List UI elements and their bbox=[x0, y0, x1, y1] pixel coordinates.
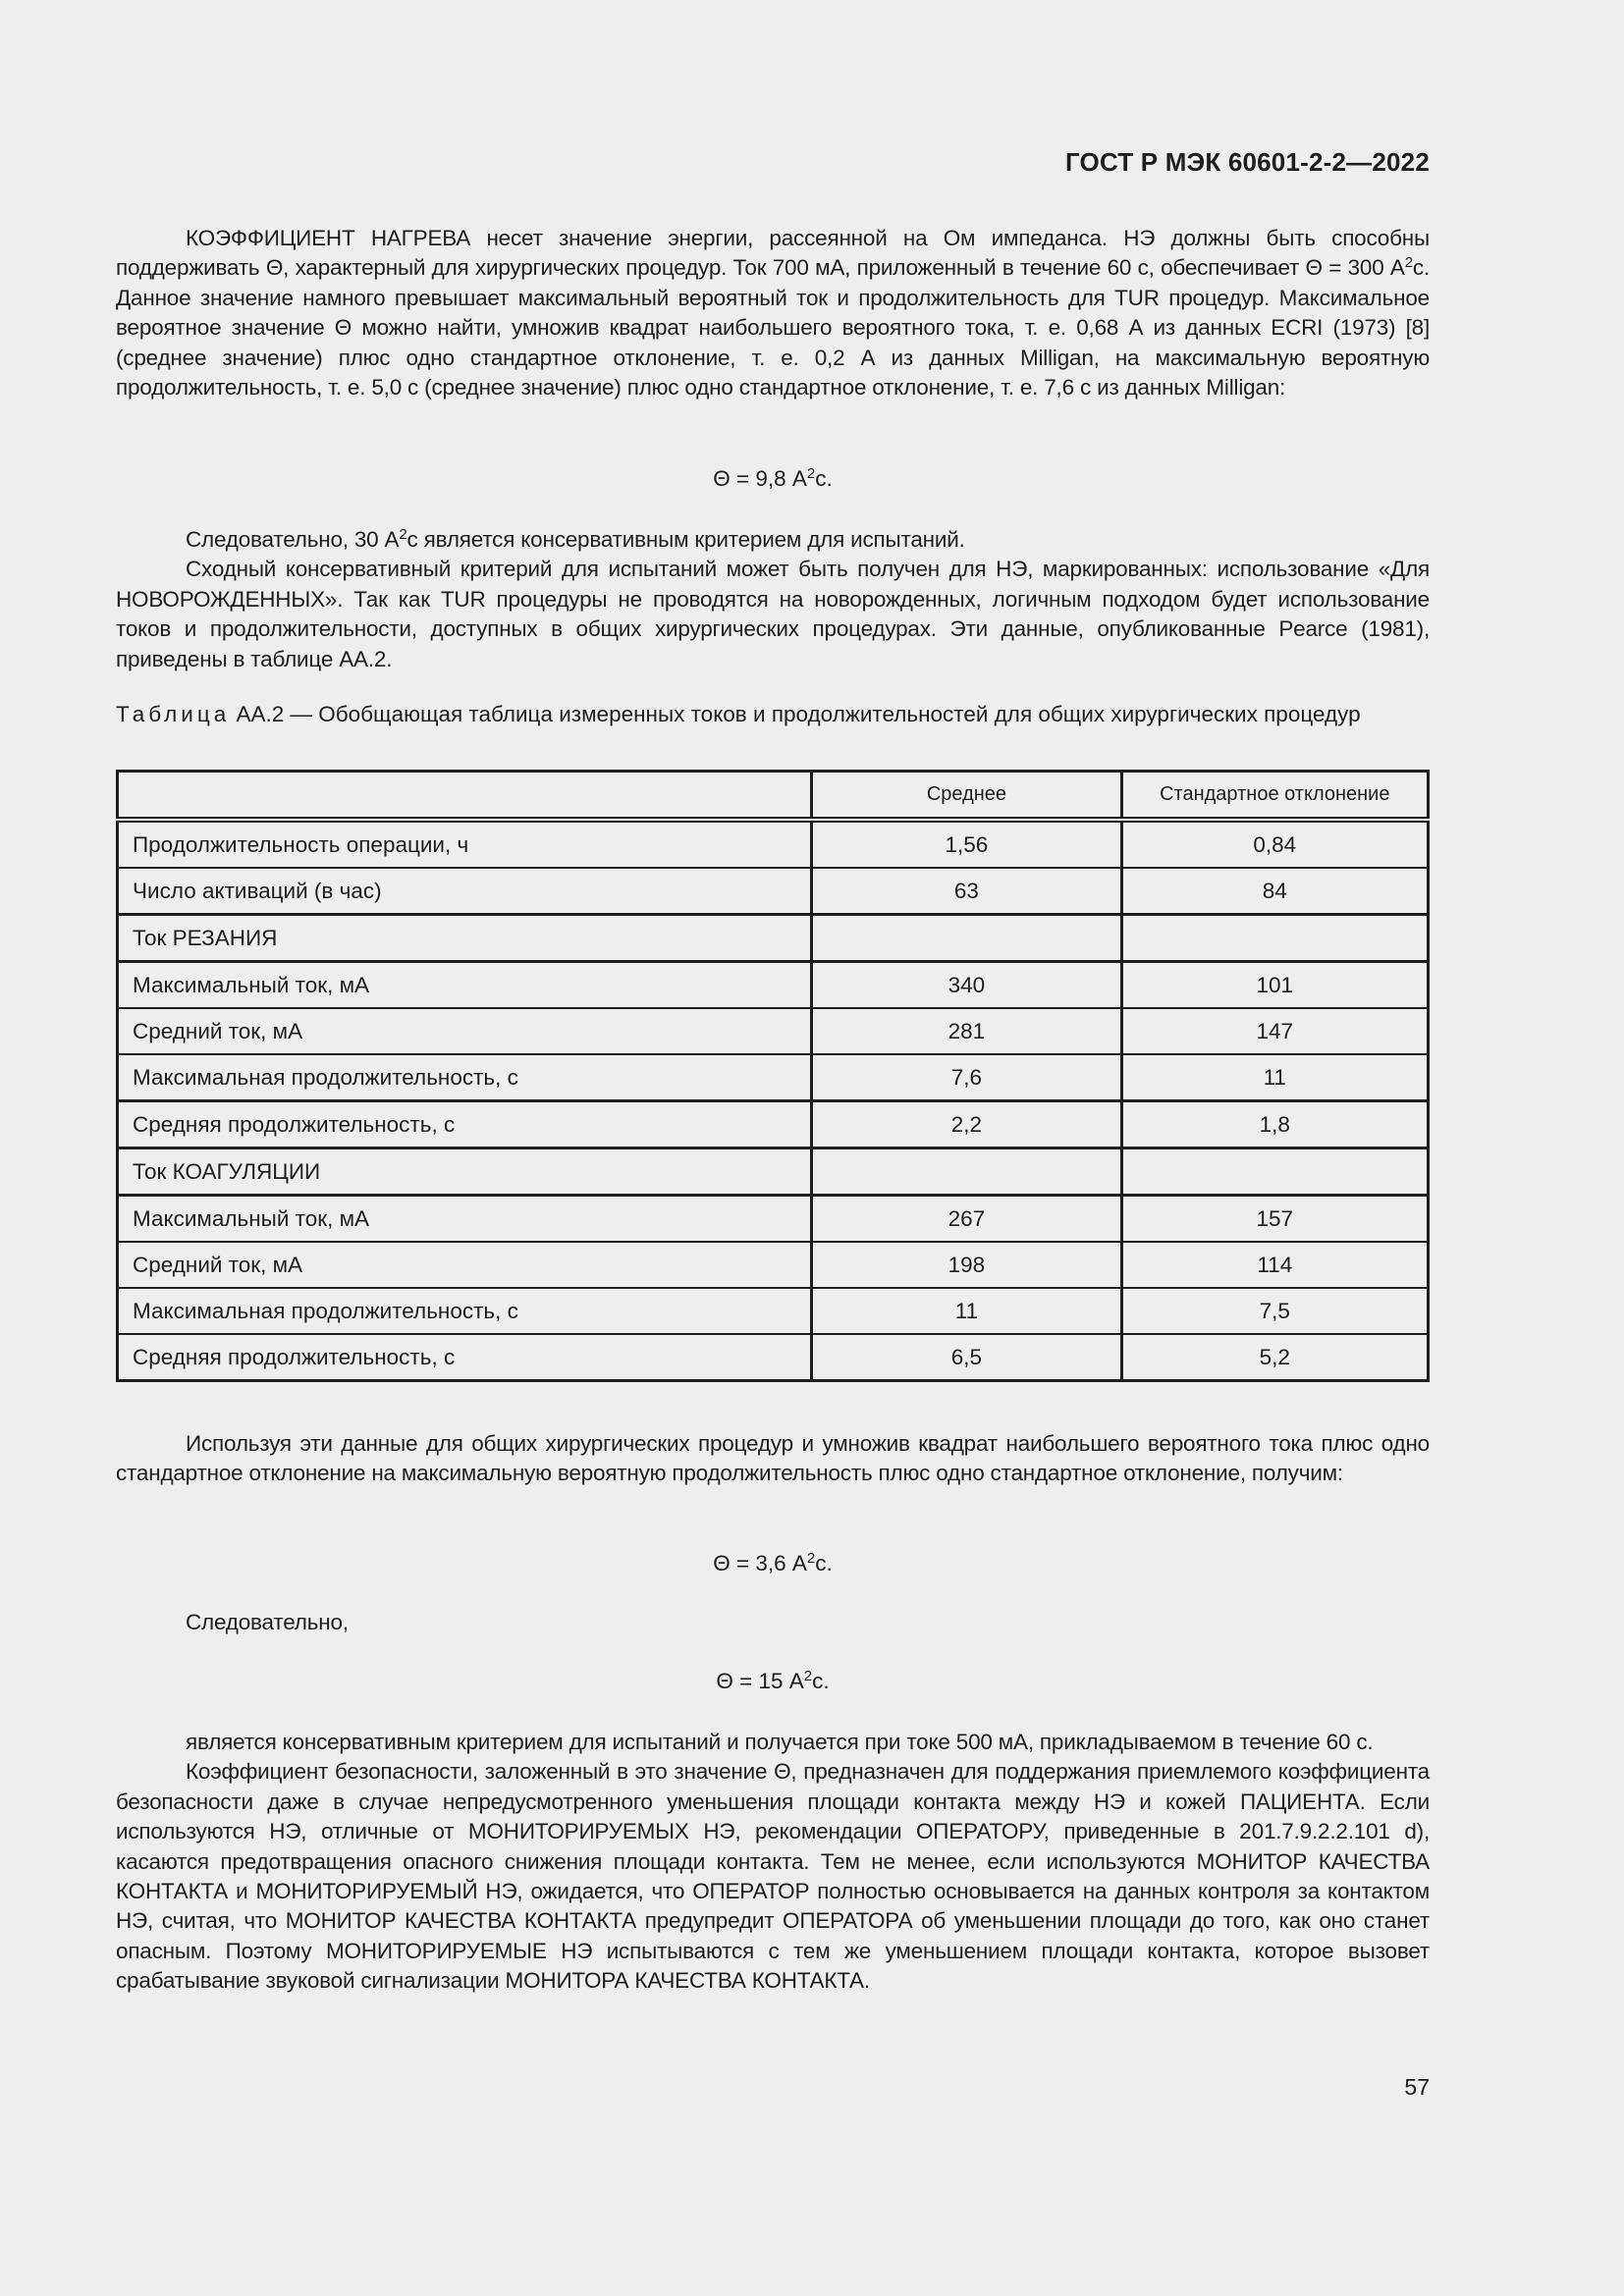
column-header-mean: Среднее bbox=[812, 772, 1121, 821]
cell-sd: 101 bbox=[1121, 962, 1428, 1009]
row-label: Средняя продолжительность, с bbox=[118, 1101, 812, 1148]
row-label: Максимальный ток, мА bbox=[118, 962, 812, 1009]
table-caption bbox=[116, 700, 1430, 729]
superscript: 2 bbox=[399, 526, 407, 543]
cell-sd bbox=[1121, 1148, 1428, 1196]
superscript: 2 bbox=[806, 1550, 816, 1567]
cell-mean: 267 bbox=[812, 1196, 1121, 1243]
table-header-row bbox=[118, 772, 1429, 821]
paragraph-text: Следовательно, 30 А bbox=[186, 527, 400, 552]
paragraph-text: Используя эти данные для общих хирургических процедур и умножив квадрат наибольшего вероятного тока плюс одно стандартное отклонение на максимальную вероятную продолжительность плюс одно стандартное отклонение, получим: bbox=[116, 1431, 1430, 1486]
table-row bbox=[118, 820, 1429, 868]
paragraph-heating-factor bbox=[116, 224, 1430, 402]
cell-mean: 6,5 bbox=[812, 1334, 1121, 1381]
cell-sd: 114 bbox=[1121, 1242, 1428, 1288]
row-label: Продолжительность операции, ч bbox=[118, 820, 812, 868]
table-row-group-cutting bbox=[118, 915, 1429, 962]
table-row bbox=[118, 1196, 1429, 1243]
table-row bbox=[118, 1288, 1429, 1334]
table-caption-label: Таблица bbox=[116, 702, 231, 726]
cell-sd: 84 bbox=[1121, 868, 1428, 915]
table-row bbox=[118, 1334, 1429, 1381]
formula-text: с. bbox=[815, 466, 833, 491]
table-row bbox=[118, 1242, 1429, 1288]
cell-mean: 7,6 bbox=[812, 1054, 1121, 1101]
cell-mean: 63 bbox=[812, 868, 1121, 915]
superscript: 2 bbox=[803, 1668, 813, 1684]
cell-mean bbox=[812, 915, 1121, 962]
formula-theta-9-8 bbox=[116, 464, 1430, 494]
paragraph-text: КОЭФФИЦИЕНТ НАГРЕВА несет значение энергии, рассеянной на Ом импеданса. НЭ должны быть способны поддерживать Θ, характерный для хирургических процедур. Ток 700 мА, приложенный в течение 60 с, обеспечивает Θ = 300 А bbox=[116, 226, 1430, 281]
formula-text: Θ = 3,6 А bbox=[713, 1551, 807, 1575]
row-label: Число активаций (в час) bbox=[118, 868, 812, 915]
paragraph-text: Следовательно, bbox=[186, 1610, 349, 1634]
cell-mean: 11 bbox=[812, 1288, 1121, 1334]
superscript: 2 bbox=[806, 465, 816, 482]
document-header-id: ГОСТ Р МЭК 60601-2-2—2022 bbox=[1064, 147, 1430, 177]
cell-sd: 7,5 bbox=[1121, 1288, 1428, 1334]
paragraph-safety-factor bbox=[116, 1728, 1430, 1997]
table-row bbox=[118, 1101, 1429, 1148]
formula-theta-3-6 bbox=[116, 1549, 1430, 1578]
paragraph-neonatal: Сходный консервативный критерий для испытаний может быть получен для НЭ, маркированных: использование «Для НОВОРОЖДЕННЫХ». Так как TUR процедуры не проводятся на новорожденных, логичным подходом будет использование токов и продолжительности, доступных в общих хирургических процедурах. Эти данные, опубликованные Pearce (1981), приведены в таблице АА.2. bbox=[116, 557, 1430, 671]
paragraph-text: Коэффициент безопасности, заложенный в это значение Θ, предназначен для поддержания приемлемого коэффициента безопасности даже в случае непредусмотренного уменьшения площади контакта между НЭ и кожей ПАЦИЕНТА. Если используются НЭ, отличные от МОНИТОРИРУЕМЫХ НЭ, рекомендации ОПЕРАТОРУ, приведенные в 201.7.9.2.2.101 d), касаются предотвращения опасного снижения площади контакта. Тем не менее, если используются МОНИТОР КАЧЕСТВА КОНТАКТА и МОНИТОРИРУЕМЫЙ НЭ, ожидается, что ОПЕРАТОР полностью основывается на данных контроля за контактом НЭ, считая, что МОНИТОР КАЧЕСТВА КОНТАКТА предупредит ОПЕРАТОРА об уменьшении площади до того, как оно станет опасным. Поэтому МОНИТОРИРУЕМЫЕ НЭ испытываются с тем же уменьшением площади контакта, которое вызовет срабатывание звуковой сигнализации МОНИТОРА КАЧЕСТВА КОНТАКТА. bbox=[116, 1759, 1430, 1994]
cell-mean: 281 bbox=[812, 1008, 1121, 1054]
formula-theta-15 bbox=[116, 1667, 1430, 1696]
table-caption-text: АА.2 — Обобщающая таблица измеренных токов и продолжительностей для общих хирургических процедур bbox=[230, 702, 1361, 726]
table-row-group-coagulation bbox=[118, 1148, 1429, 1196]
superscript: 2 bbox=[1404, 254, 1413, 272]
cell-mean: 2,2 bbox=[812, 1101, 1121, 1148]
column-header-parameter bbox=[118, 772, 812, 821]
paragraph-conservative-criterion bbox=[116, 525, 1430, 674]
row-label: Средний ток, мА bbox=[118, 1242, 812, 1288]
paragraph-text: с является консервативным критерием для испытаний. bbox=[406, 527, 965, 552]
cell-mean: 340 bbox=[812, 962, 1121, 1009]
row-label: Ток КОАГУЛЯЦИИ bbox=[118, 1148, 812, 1196]
cell-sd: 11 bbox=[1121, 1054, 1428, 1101]
cell-sd: 0,84 bbox=[1121, 820, 1428, 868]
column-header-std-dev: Стандартное отклонение bbox=[1121, 772, 1428, 821]
formula-text: Θ = 9,8 А bbox=[713, 466, 807, 491]
paragraph-therefore bbox=[116, 1608, 1430, 1637]
formula-text: Θ = 15 А bbox=[716, 1669, 804, 1693]
page-number: 57 bbox=[1404, 2074, 1430, 2100]
formula-text: с. bbox=[812, 1669, 830, 1693]
cell-mean: 198 bbox=[812, 1242, 1121, 1288]
paragraph-general-surgery-calc bbox=[116, 1429, 1430, 1489]
row-label: Максимальный ток, мА bbox=[118, 1196, 812, 1243]
row-label: Максимальная продолжительность, с bbox=[118, 1054, 812, 1101]
cell-sd: 1,8 bbox=[1121, 1101, 1428, 1148]
row-label: Средний ток, мА bbox=[118, 1008, 812, 1054]
table-row bbox=[118, 1054, 1429, 1101]
cell-sd: 157 bbox=[1121, 1196, 1428, 1243]
table-row bbox=[118, 1008, 1429, 1054]
paragraph-text: с. Данное значение намного превышает максимальный вероятный ток и продолжительность для TUR процедур. Максимальное вероятное значение Θ можно найти, умножив квадрат наибольшего вероятного тока, т. е. 0,68 А из данных ECRI (1973) [8] (среднее значение) плюс одно стандартное отклонение, т. е. 0,2 А из данных Milligan, на максимальную вероятную продолжительность, т. е. 5,0 с (среднее значение) плюс одно стандартное отклонение, т. е. 7,6 с из данных Milligan: bbox=[116, 255, 1430, 400]
row-label: Ток РЕЗАНИЯ bbox=[118, 915, 812, 962]
paragraph-text: является консервативным критерием для испытаний и получается при токе 500 мА, прикладываемом в течение 60 с. bbox=[186, 1730, 1374, 1754]
cell-sd: 147 bbox=[1121, 1008, 1428, 1054]
row-label: Максимальная продолжительность, с bbox=[118, 1288, 812, 1334]
cell-mean: 1,56 bbox=[812, 820, 1121, 868]
cell-sd: 5,2 bbox=[1121, 1334, 1428, 1381]
formula-text: с. bbox=[815, 1551, 833, 1575]
cell-sd bbox=[1121, 915, 1428, 962]
cell-mean bbox=[812, 1148, 1121, 1196]
table-row bbox=[118, 868, 1429, 915]
summary-table-aa2 bbox=[116, 770, 1430, 1382]
row-label: Средняя продолжительность, с bbox=[118, 1334, 812, 1381]
table-row bbox=[118, 962, 1429, 1009]
